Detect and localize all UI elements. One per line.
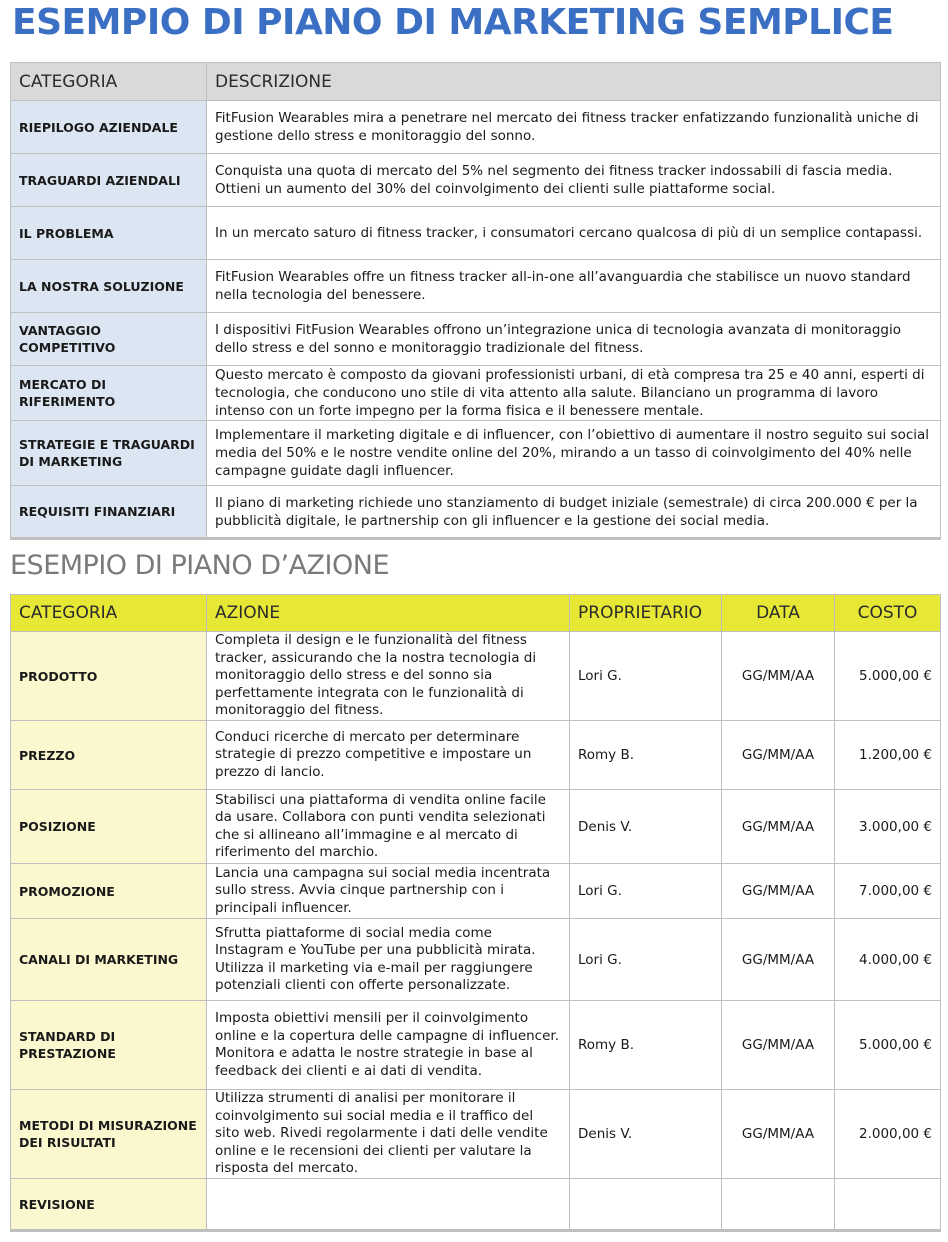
action-plan-table [10, 594, 941, 1232]
row-date: GG/MM/AA [722, 919, 835, 1001]
row-description: Questo mercato è composto da giovani professionisti urbani, di età compresa tra 25 e 40 anni, esperti di tecnologia, che conducono uno stile di vita attento alla salute. Bilanciano un programma di lavoro intenso con un forte impegno per la forma fisica e il benessere mentale. [207, 366, 941, 421]
row-category: RIEPILOGO AZIENDALE [11, 101, 207, 154]
table-header-row [11, 63, 941, 101]
row-category: PREZZO [11, 721, 207, 790]
row-owner: Lori G. [570, 919, 722, 1001]
row-description: In un mercato saturo di fitness tracker, i consumatori cercano qualcosa di più di un semplice contapassi. [207, 207, 941, 260]
row-owner: Romy B. [570, 721, 722, 790]
column-header-category: CATEGORIA [11, 595, 207, 632]
row-owner: Lori G. [570, 864, 722, 919]
row-category: TRAGUARDI AZIENDALI [11, 154, 207, 207]
row-description: Il piano di marketing richiede uno stanziamento di budget iniziale (semestrale) di circa 200.000 € per la pubblicità digitale, le partnership con gli influencer e la gestione dei social media. [207, 486, 941, 539]
row-date: GG/MM/AA [722, 1090, 835, 1179]
row-action: Utilizza strumenti di analisi per monitorare il coinvolgimento sui social media e il traffico del sito web. Rivedi regolarmente i dati delle vendite online e le recensioni dei clienti per valutare la risposta del mercato. [207, 1090, 570, 1179]
row-action: Conduci ricerche di mercato per determinare strategie di prezzo competitive e impostare un prezzo di lancio. [207, 721, 570, 790]
row-category: IL PROBLEMA [11, 207, 207, 260]
row-date: GG/MM/AA [722, 632, 835, 721]
row-date [722, 1179, 835, 1231]
row-category: PROMOZIONE [11, 864, 207, 919]
row-category: LA NOSTRA SOLUZIONE [11, 260, 207, 313]
row-category: PRODOTTO [11, 632, 207, 721]
table-row [11, 101, 941, 154]
row-date: GG/MM/AA [722, 1001, 835, 1090]
row-cost: 2.000,00 € [835, 1090, 941, 1179]
row-cost: 5.000,00 € [835, 1001, 941, 1090]
row-owner: Denis V. [570, 790, 722, 864]
row-date: GG/MM/AA [722, 790, 835, 864]
row-cost: 5.000,00 € [835, 632, 941, 721]
page-title: ESEMPIO DI PIANO DI MARKETING SEMPLICE [12, 2, 894, 43]
column-header-date: DATA [722, 595, 835, 632]
row-date: GG/MM/AA [722, 864, 835, 919]
row-cost: 4.000,00 € [835, 919, 941, 1001]
table-row [11, 721, 941, 790]
row-description: FitFusion Wearables offre un fitness tracker all-in-one all’avanguardia che stabilisce un nuovo standard nella tecnologia del benessere. [207, 260, 941, 313]
table-row [11, 366, 941, 421]
row-action: Imposta obiettivi mensili per il coinvolgimento online e la copertura delle campagne di influencer. Monitora e adatta le nostre strategie in base al feedback dei clienti e ai dati di vendita. [207, 1001, 570, 1090]
row-category: MERCATO DI RIFERIMENTO [11, 366, 207, 421]
row-description: I dispositivi FitFusion Wearables offrono un’integrazione unica di tecnologia avanzata di monitoraggio dello stress e del sonno e monitoraggio tradizionale del fitness. [207, 313, 941, 366]
row-action: Sfrutta piattaforme di social media come Instagram e YouTube per una pubblicità mirata. Utilizza il marketing via e-mail per raggiungere potenziali clienti con offerte personalizzate. [207, 919, 570, 1001]
table-row [11, 790, 941, 864]
table-row [11, 919, 941, 1001]
table-row [11, 864, 941, 919]
table-row [11, 313, 941, 366]
row-owner: Lori G. [570, 632, 722, 721]
column-header-description: DESCRIZIONE [207, 63, 941, 101]
row-category: METODI DI MISURAZIONE DEI RISULTATI [11, 1090, 207, 1179]
row-category: STRATEGIE E TRAGUARDI DI MARKETING [11, 421, 207, 486]
row-category: STANDARD DI PRESTAZIONE [11, 1001, 207, 1090]
row-description: Conquista una quota di mercato del 5% nel segmento dei fitness tracker indossabili di fascia media. Ottieni un aumento del 30% del coinvolgimento dei clienti sulle piattaforme social. [207, 154, 941, 207]
column-header-cost: COSTO [835, 595, 941, 632]
table-header-row [11, 595, 941, 632]
row-category: REQUISITI FINANZIARI [11, 486, 207, 539]
table-row [11, 632, 941, 721]
row-cost [835, 1179, 941, 1231]
column-header-action: AZIONE [207, 595, 570, 632]
column-header-category: CATEGORIA [11, 63, 207, 101]
marketing-plan-table [10, 62, 941, 540]
table-row [11, 260, 941, 313]
table-row [11, 486, 941, 539]
row-description: Implementare il marketing digitale e di influencer, con l’obiettivo di aumentare il nostro seguito sui social media del 50% e le nostre vendite online del 20%, mirando a un tasso di coinvolgimento del 40% nelle campagne guidate dagli influencer. [207, 421, 941, 486]
table-row [11, 421, 941, 486]
table-row [11, 1001, 941, 1090]
row-action: Completa il design e le funzionalità del fitness tracker, assicurando che la nostra tecnologia di monitoraggio dello stress e del sonno sia perfettamente integrata con le funzionalità di monitoraggio del fitness. [207, 632, 570, 721]
row-description: FitFusion Wearables mira a penetrare nel mercato dei fitness tracker enfatizzando funzionalità uniche di gestione dello stress e monitoraggio del sonno. [207, 101, 941, 154]
row-cost: 1.200,00 € [835, 721, 941, 790]
row-category: POSIZIONE [11, 790, 207, 864]
action-plan-title: ESEMPIO DI PIANO D’AZIONE [10, 550, 390, 581]
row-cost: 7.000,00 € [835, 864, 941, 919]
row-date: GG/MM/AA [722, 721, 835, 790]
row-action [207, 1179, 570, 1231]
row-category: REVISIONE [11, 1179, 207, 1231]
row-category: CANALI DI MARKETING [11, 919, 207, 1001]
row-owner: Romy B. [570, 1001, 722, 1090]
row-action: Lancia una campagna sui social media incentrata sullo stress. Avvia cinque partnership con i principali influencer. [207, 864, 570, 919]
row-cost: 3.000,00 € [835, 790, 941, 864]
table-row [11, 1090, 941, 1179]
table-row [11, 1179, 941, 1231]
row-action: Stabilisci una piattaforma di vendita online facile da usare. Collabora con punti vendita selezionati che si allineano all’immagine e al mercato di riferimento del marchio. [207, 790, 570, 864]
column-header-owner: PROPRIETARIO [570, 595, 722, 632]
row-owner [570, 1179, 722, 1231]
table-row [11, 207, 941, 260]
table-row [11, 154, 941, 207]
row-owner: Denis V. [570, 1090, 722, 1179]
row-category: VANTAGGIO COMPETITIVO [11, 313, 207, 366]
